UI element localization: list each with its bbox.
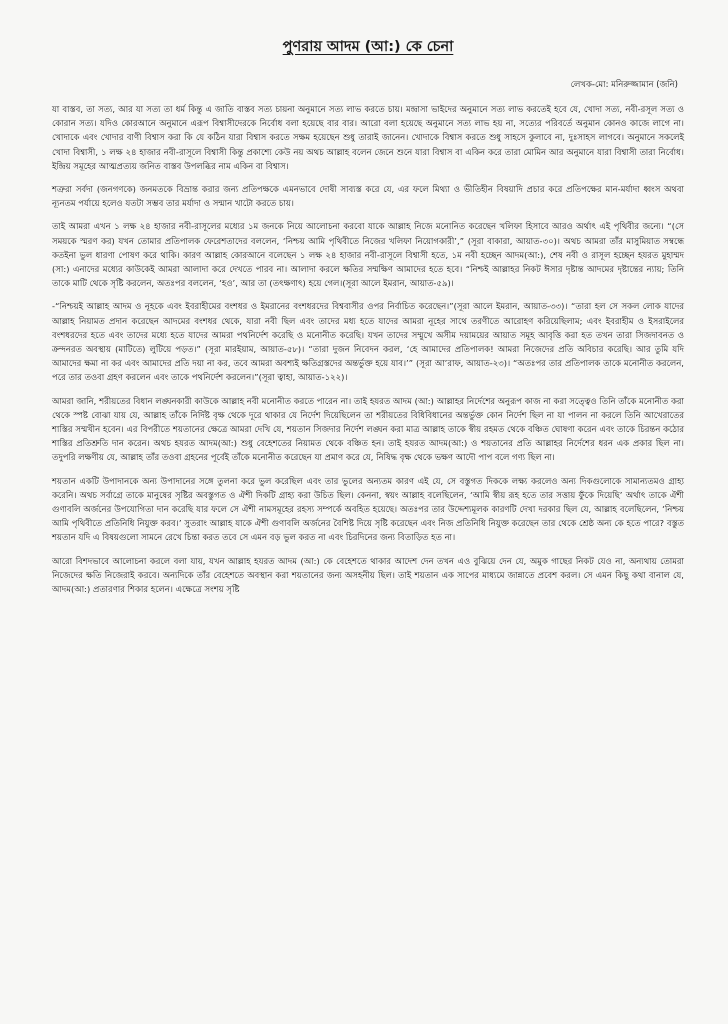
paragraph-4: -“নিশ্চয়ই আল্লাহ আদম ও নূহকে এবং ইবরাহীমের বংশধর ও ইমরানের বংশধরদের বিশ্ববাসীর ওপর নির্বাচিত করেছেন।”(সূরা আলে ইমরান, আয়াত-৩৩)। “তারা হল সে সকল লোক যাদের আল্লাহ নিয়ামত প্রদান করেছেন আদমের বংশধর থেকে, যারা নবী ছিল এবং তাদের মধ্য হতে যাদের আমরা নূহের সাথে তরণীতে আরোহণ করিয়েছিলাম; এবং ইবরাহীম ও ইসরাইলের বংশধরদের হতে এবং তাদের মধ্যে হতে যাদের আমরা পথনির্দেশ করেছি ও মনোনীত করেছি। যখন তাদের সম্মুখে অসীম দয়াময়ের আয়াত সমূহ আবৃত্তি করা হত তখন তারা সিজদাবনত ও ক্রন্দনরত অবস্থায় (মাটিতে) লুটিয়ে পড়ত।” (সূরা মারইয়াম, আয়াত-৫৮)। “তারা দুজন নিবেদন করল, ‘হে আমাদের প্রতিপালক! আমরা নিজেদের প্রতি অবিচার করেছি। আর তুমি যদি আমাদের ক্ষমা না কর এবং আমাদের প্রতি দয়া না কর, তবে আমরা অবশ্যই ক্ষতিগ্রস্তদের অন্তর্ভুক্ত হয়ে যাব।’” (সূরা আ’রাফ, আয়াত-২৩)। “অতঃপর তার প্রতিপালক তাকে মনোনীত করলেন, পরে তার তওবা গ্রহণ করলেন এবং তাকে পথনির্দেশ করলেন।”(সূরা ত্বাহা, আয়াত-১২২)।	[52, 301, 684, 383]
paragraph-3: তাই আমরা এখন ১ লক্ষ ২৪ হাজার নবী-রাসূলের মধ্যের ১ম জনকে নিয়ে আলোচনা করবো যাকে আল্লাহ নিজে মনোনিত করেছেন খলিফা হিসাবে আরও অর্থাৎ এই পৃথিবীর জন্যে। “(সে সময়কে স্মরণ কর) যখন তোমার প্রতিপালক ফেরেশতাদের বললেন, ‘নিশ্চয় আমি পৃথিবীতে নিজের খলিফা নিয়োগকারী’,” (সূরা বাকারা, আয়াত-৩০)। অথচ আমরা তাঁর মাসুমিয়াত সম্বন্ধে কতইনা ভুল ধারণা পোষণ করে থাকি। কারণ আল্লাহ কোরআনে বলেছেন ১ লক্ষ ২৪ হাজার নবী-রাসূলে বিশ্বাসী হতে, ১ম নবী হচ্ছেন আদম(আ:), শেষ নবী ও রাসূল হচ্ছেন হযরত মুহাম্মদ (সা:) এনাদের মধ্যের কাউকেই আমরা আলাদা করে দেখতে পারব না। আলাদা করলে ক্ষতির সম্মক্ষিণ আমাদের হতে হবে। “নিশ্চই আল্লাহর নিকট ঈসার দৃষ্টান্ত আদমের দৃষ্টান্তের ন্যায়; তিনি তাকে মাটি থেকে সৃষ্টি করলেন, অতঃপর বললেন, ‘হও’, আর তা (তৎক্ষণাৎ) হয়ে গেল।(সূরা আলে ইমরান, আয়াত-৫৯)।	[52, 221, 684, 289]
document-title	[52, 36, 684, 60]
paragraph-2: শত্রুরা সর্বদা (জনগণকে) জনমতকে বিভ্রান্ত করার জন্য প্রতিপক্ষকে এমনভাবে দোষী সাব্যস্ত করে যে, এর ফলে মিথ্যা ও ভীতিহীন বিষয়াদি প্রচার করে প্রতিপক্ষের মান-মর্যাদা ধ্বংস অথবা ন্যূনতম পর্যায়ে হলেও যতটা সম্ভব তার মর্যাদা ও সন্মান খাটো করতে চায়।	[52, 184, 684, 209]
paragraph-5: আমরা জানি, শরীয়তের বিধান লঙ্ঘনকারী কাউকে আল্লাহ নবী মনোনীত করতে পারেন না। তাই হযরত আদম (আ:) আল্লাহর নির্দেশের অনুরূপ কাজ না করা সত্ত্বেও তিনি তাঁকে মনোনীত করা থেকে স্পষ্ট বোঝা যায় যে, আল্লাহ তাঁকে নির্দিষ্ট বৃক্ষ থেকে দূরে থাকার যে নির্দেশ দিয়েছিলেন তা শরীয়তের বিধিবিধানের অন্তর্ভুক্ত কোন নির্দেশ ছিল না যা পালন না করলে তিনি আখেরাতের শাস্তির সম্মখীন হবেন। এর বিপরীতে শয়তানের ক্ষেত্রে আমরা দেখি যে, শয়তান সিজদার নির্দেশ লঙ্ঘন করা মাত্র আল্লাহ তাকে স্বীয় রহমত থেকে বঞ্চিত ঘোষণা করেন এবং তাকে চিরন্তন কঠোর শাস্তির প্রতিশ্রুতি দান করেন। অথচ হযরত আদম(আ:) শুধু বেহেশতের নিয়ামত থেকে বঞ্চিত হন। তাই হযরত আদম(আ:) ও শয়তানের প্রতি আল্লাহর নির্দেশের ধরন এক প্রকার ছিল না। তদুপরি লক্ষণীয় যে, আল্লাহ তাঁর তওবা গ্রহনের পূর্বেই তাঁকে মনোনীত করেছেন যা প্রমাণ করে যে, নিষিদ্ধ বৃক্ষ থেকে ভক্ষণ আদৌ পাপ বলে গণ্য ছিল না।	[52, 395, 684, 463]
document-title-text: পুণরায় আদম (আ:) কে চেনা	[282, 39, 454, 55]
paragraph-6: শয়তান একটি উপাদানকে অন্য উপাদানের সঙ্গে তুলনা করে ভুল করেছিল এবং তার ভুলের অন্যতম কারণ এই যে, সে বস্তুগত দিককে লক্ষ্য করলেও অন্য দিকগুলোকে সামান্যতমও গ্রাহ্য করেনি। অথচ সর্বাগ্রে তাকে মানুষের সৃষ্টির অবস্তুগত ও ঐশী দিকটি গ্রাহ্য করা উচিত ছিল। কেননা, স্বয়ং আল্লাহ বলেছিলেন, ‘আমি স্বীয় রূহ হতে তার সত্তায় ফুঁকে দিয়েছি’ অর্থাৎ তাকে ঐশী গুণাবলি অর্জনের উপযোগিতা দান করেছি যার ফলে সে ঐশী নামসমূহের রহস্য সম্পর্কে অবহিত হয়েছে। অতঃপর তার উদ্দেশ্যমূলক কারণটি দেখা দরকার ছিল যে, আল্লাহ বলেছিলেন, ‘নিশ্চয় আমি পৃথিবীতে প্রতিনিধি নিযুক্ত করব।’ সুতরাং আল্লাহ যাকে ঐশী গুণাবলি অর্জনের বৈশিষ্ট দিয়ে সৃষ্টি করেছেন এবং নিজ প্রতিনিধি নিযুক্ত করেছেন তার থেকে শ্রেষ্ঠ অন্য কে হতে পারে? বস্তুত শয়তান যদি এ বিষয়গুলো সামনে রেখে চিন্তা করত তবে সে এমন বড় ভুল করত না এবং চিরদিনের জন্য বিতাড়িত হত না।	[52, 475, 684, 543]
paragraph-7: আরো বিশদভাবে আলোচনা করলে বলা যায়, যখন আল্লাহ হযরত আদম (আ:) কে বেহেশতে থাকার আদেশ দেন তখন এও বুঝিয়ে দেন যে, অমুক গাছের নিকট যেও না, অন্যথায় তোমরা নিজেদের ক্ষতি নিজেরাই করবে। অন্যদিকে তাঁর বেহেশতে অবস্থান করা শয়তানের জন্য অসহনীয় ছিল। তাই শয়তান এক সাপের মাধ্যমে জান্নাতে প্রবেশ করল। সে এমন কিছু কথা বানাল যে, আদম(আ:) প্রতারণার শিকার হলেন। এক্ষেত্রে সংশয় সৃষ্টি	[52, 555, 684, 595]
author-byline: লেখক-মো: মনিরুজ্জামান (জনি)	[570, 80, 678, 90]
paragraph-1: যা বাস্তব, তা সত্য, আর যা সত্য তা ধর্ম কিন্তু এ জাতি বাস্তব সত্য চায়না অনুমানে সত্য লাভ করতে চায়। মন্দ্রাসা ভাইদের অনুমানে সত্য লাভ করতেই হবে যে, খোদা সত্য, নবী-রসূল সত্য ও কোরান সত্য। যদিও কোরআনে অনুমানে এরূপ বিশ্বাসীদেরকে নির্বোধ বলা হয়েছে বার বার। আরো বলা হয়েছে অনুমানে সত্য লাভ হয় না, সত্যের পরিবর্তে অনুমান কোনও কাজে লাগে না। খোদাকে এবং খোদার বাণী বিশ্বাস করা কি যে কঠিন যারা বিশ্বাস করতে সক্ষম হয়েছেন শুধু তারাই জানেন। খোদাকে বিশ্বাস করতে শুধু সাহসে কুলাবে না, দুঃসাহস লাগবে। অনুমানে সকলেই খোদা বিশ্বাসী, ১ লক্ষ ২৪ হাজার নবী-রাসূলে বিশ্বাসী কিন্তু প্রকাশ্যে কেউ নয় অথচ আল্লাহ বলেন জেনে শুনে যারা বিশ্বাস বা একিন করে তারা মোমিন আর অনুমানে যারা বিশ্বাসী তারা নির্বোধ। ইন্দ্রিয় সমূহের আত্মপ্রত্যয় জনিত বাস্তব উপলব্ধির নাম একিন বা বিশ্বাস।	[52, 104, 684, 171]
